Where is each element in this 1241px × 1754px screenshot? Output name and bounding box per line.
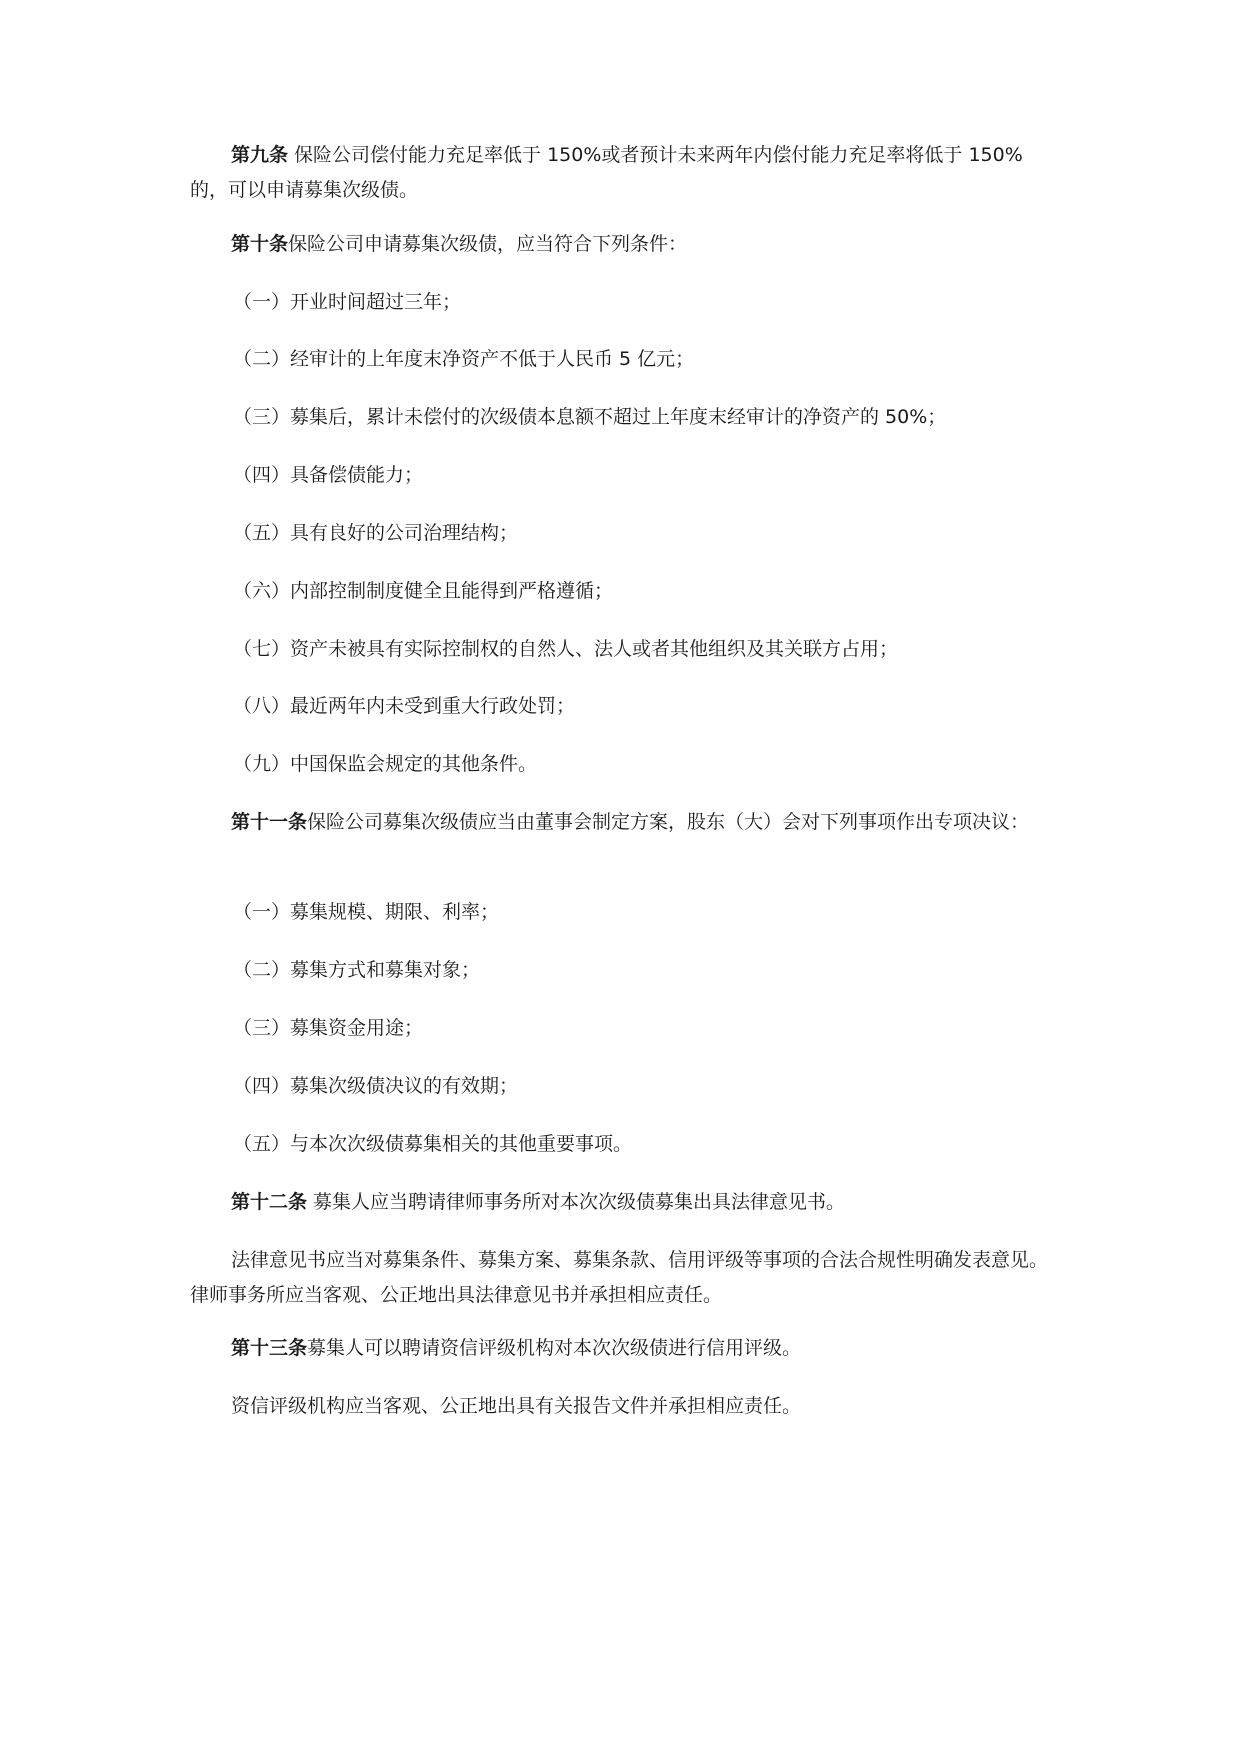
list-item: （一）募集规模、期限、利率； (233, 901, 500, 923)
list-item: （二）募集方式和募集对象； (233, 959, 481, 981)
article-13-paragraph-2: 资信评级机构应当客观、公正地出具有关报告文件并承担相应责任。 (231, 1395, 802, 1417)
list-item: （五）具有良好的公司治理结构； (233, 522, 519, 544)
list-item: （四）募集次级债决议的有效期； (233, 1075, 519, 1097)
list-item: （七）资产未被具有实际控制权的自然人、法人或者其他组织及其关联方占用； (233, 638, 899, 660)
list-item: （八）最近两年内未受到重大行政处罚； (233, 695, 576, 717)
article-10 (190, 227, 1060, 262)
list-item: （二）经审计的上年度末净资产不低于人民币 5 亿元； (233, 348, 695, 370)
list-item: （四）具备偿债能力； (233, 464, 424, 486)
article-number: 第十三条 (231, 1337, 308, 1359)
article-text: 募集人可以聘请资信评级机构对本次次级债进行信用评级。 (307, 1337, 802, 1359)
list-item: （六）内部控制制度健全且能得到严格遵循； (233, 580, 614, 602)
list-item: （三）募集后，累计未偿付的次级债本息额不超过上年度末经审计的净资产的 50%； (233, 406, 947, 428)
list-item: （一）开业时间超过三年； (233, 291, 462, 313)
article-12 (190, 1185, 1060, 1220)
article-number: 第十一条 (231, 811, 308, 833)
list-item: （五）与本次次级债募集相关的其他重要事项。 (233, 1133, 633, 1155)
article-11 (190, 805, 1060, 840)
article-number: 第九条 (231, 144, 289, 166)
article-12-paragraph-2: 法律意见书应当对募集条件、募集方案、募集条款、信用评级等事项的合法合规性明确发表意见。律师事务所应当客观、公正地出具法律意见书并承担相应责任。 (190, 1249, 1049, 1306)
article-number: 第十二条 (231, 1191, 308, 1213)
article-13 (190, 1331, 1060, 1366)
article-text: 保险公司申请募集次级债，应当符合下列条件： (288, 233, 688, 255)
article-text: 保险公司募集次级债应当由董事会制定方案，股东（大）会对下列事项作出专项决议： (307, 811, 1030, 833)
list-item: （三）募集资金用途； (233, 1017, 424, 1039)
article-9 (190, 138, 1060, 208)
list-item: （九）中国保监会规定的其他条件。 (233, 753, 538, 775)
article-text: 保险公司偿付能力充足率低于 150%或者预计未来两年内偿付能力充足率将低于 150%的，可以申请募集次级债。 (190, 144, 1023, 201)
article-number: 第十条 (231, 233, 289, 255)
article-text: 募集人应当聘请律师事务所对本次次级债募集出具法律意见书。 (307, 1191, 846, 1213)
